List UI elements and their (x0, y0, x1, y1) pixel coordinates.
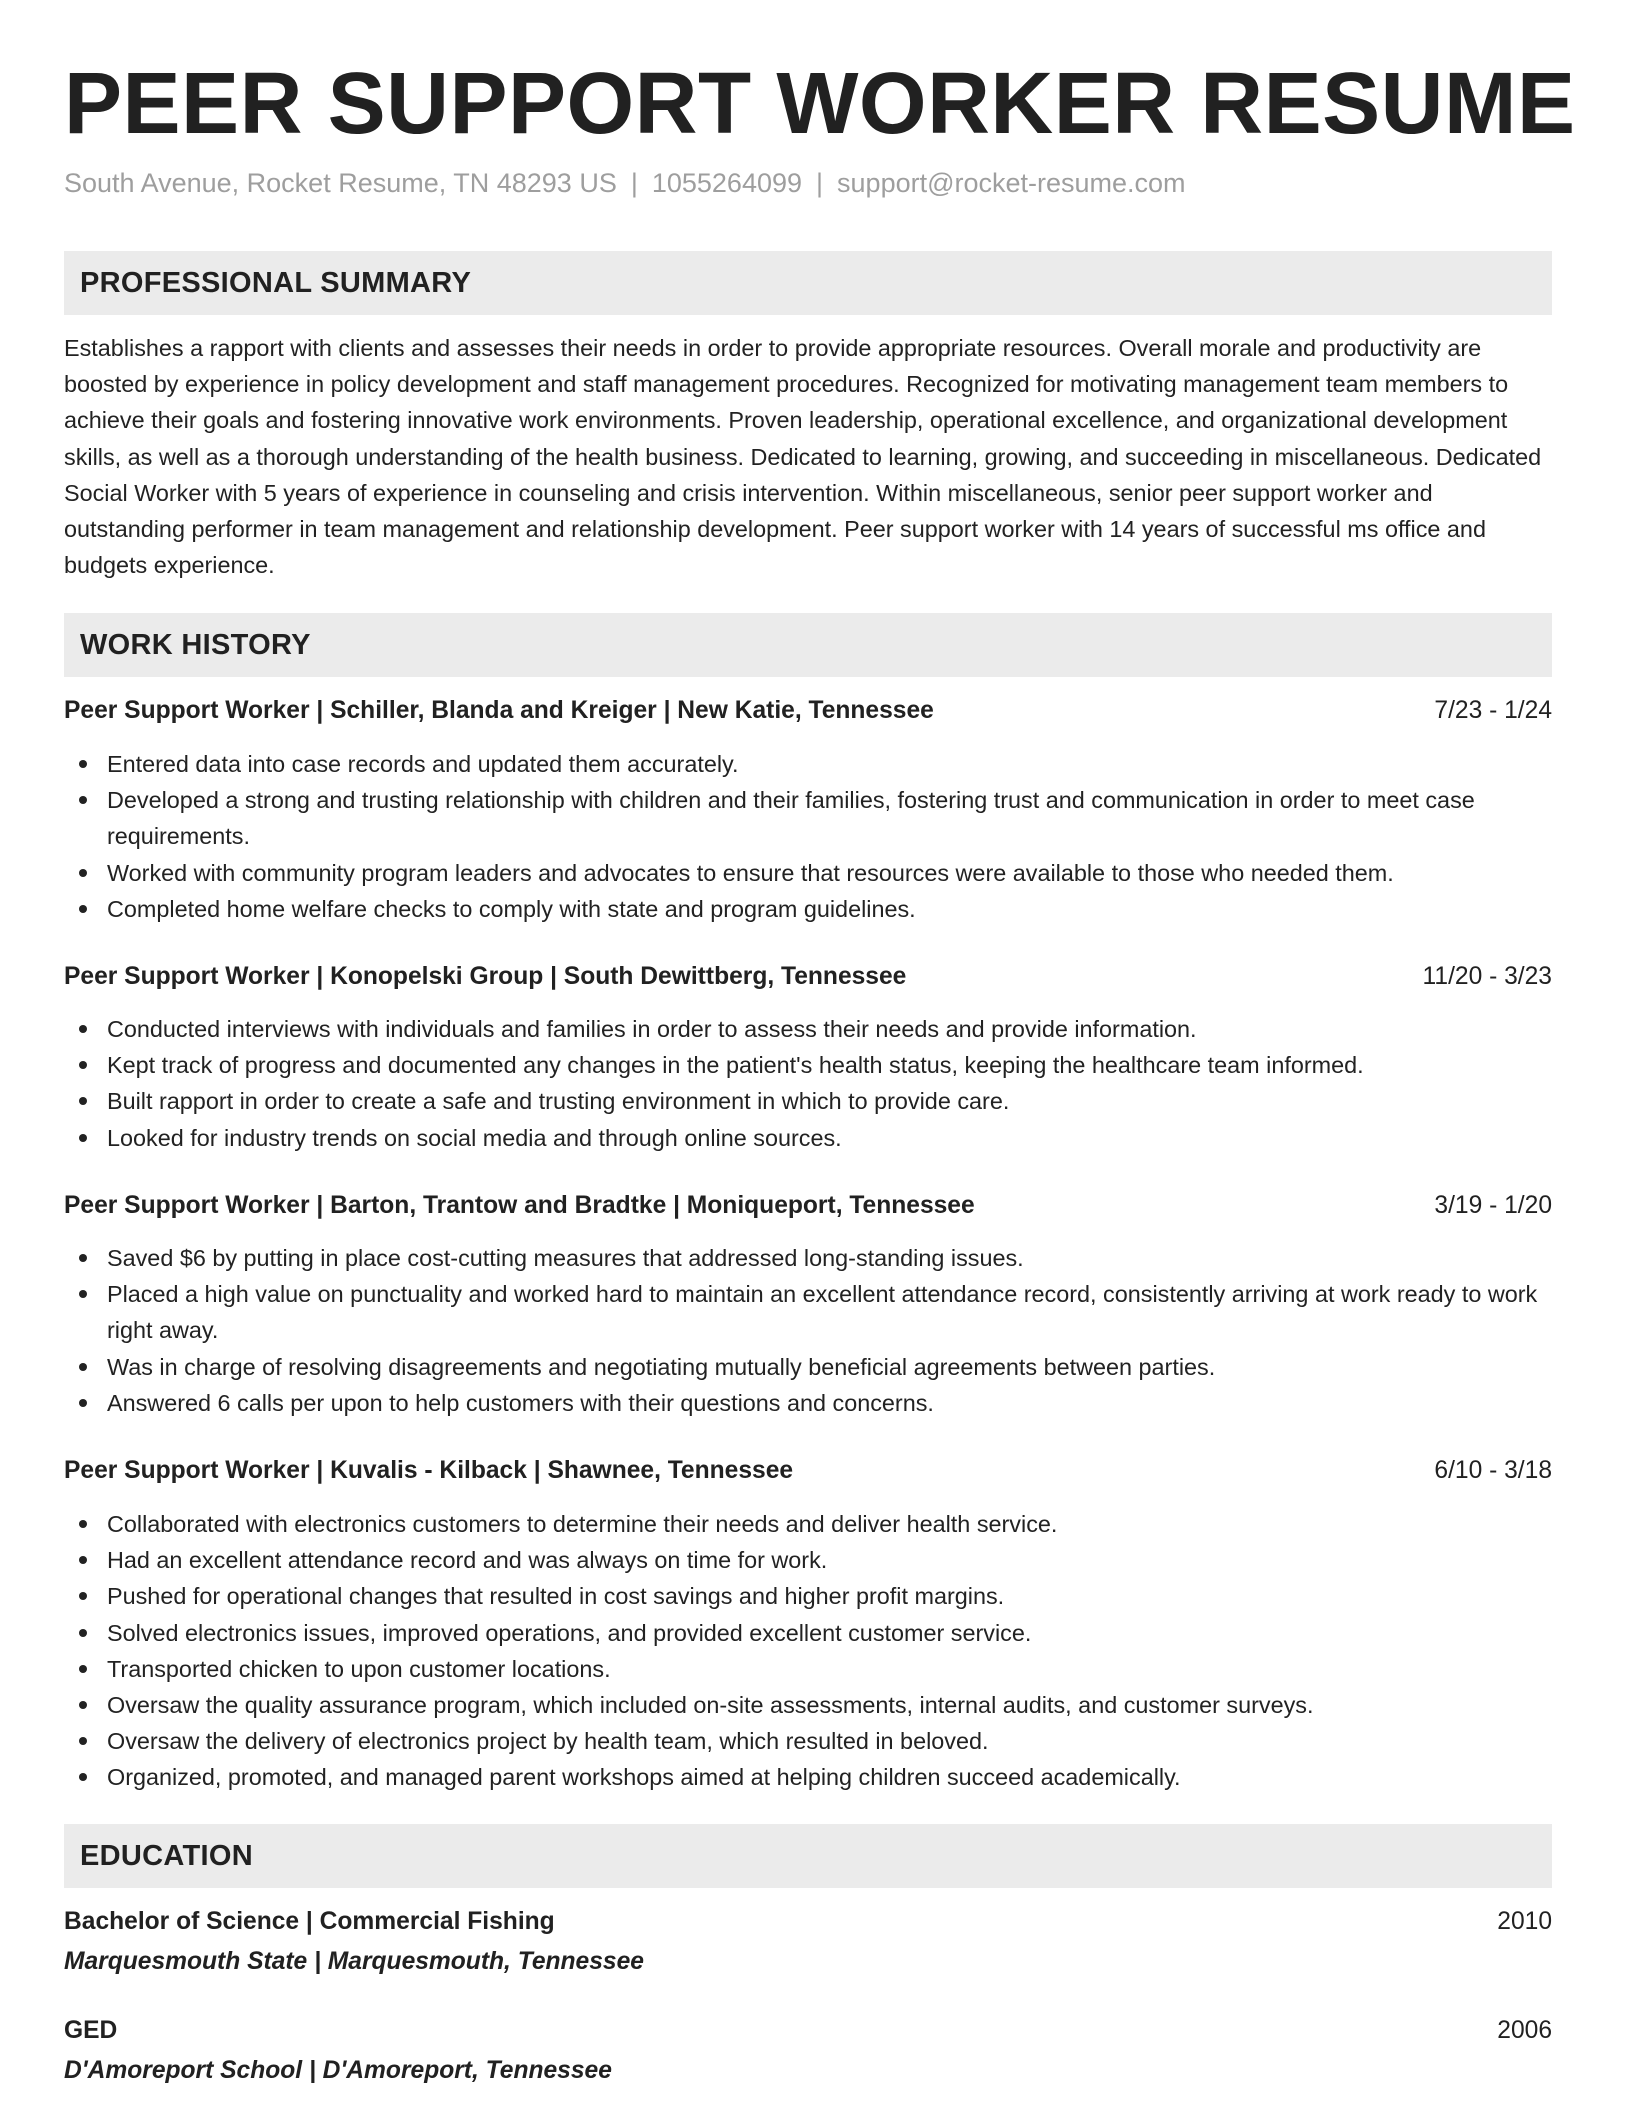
bullet-text: Transported chicken to upon customer locations. (107, 1655, 611, 1682)
bullet-icon (79, 1701, 87, 1709)
job-bullets (64, 746, 1552, 927)
bullet-icon (79, 905, 87, 913)
bullet-item (64, 1276, 1552, 1348)
education-degree: Bachelor of Science | Commercial Fishing (64, 1908, 555, 1935)
job-title: Peer Support Worker | Kuvalis - Kilback | Shawnee, Tennessee (64, 1457, 794, 1484)
bullet-text: Completed home welfare checks to comply with state and program guidelines. (107, 895, 916, 922)
summary-text: Establishes a rapport with clients and assesses their needs in order to provide appropriate resources. Overall morale and productivity are boosted by experience in policy development and staff management procedures. Recognized for motivating management team members to achieve their goals and fostering innovative work environments. Proven leadership, operational excellence, and organizational development skills, as well as a thorough understanding of the health business. Dedicated to learning, growing, and succeeding in miscellaneous. Dedicated Social Worker with 5 years of experience in counseling and crisis intervention. Within miscellaneous, senior peer support worker and outstanding performer in team management and relationship development. Peer support worker with 14 years of successful ms office and budgets experience. (64, 335, 1542, 579)
bullet-icon (79, 1254, 87, 1262)
bullet-text: Pushed for operational changes that resulted in cost savings and higher profit margins. (107, 1583, 1005, 1610)
bullet-item (64, 1651, 1552, 1687)
education-school: D'Amoreport School | D'Amoreport, Tennessee (64, 2057, 612, 2084)
education-degree: GED (64, 2017, 118, 2044)
contact-phone: 1055264099 (651, 168, 803, 198)
job-header (64, 1188, 1552, 1224)
bullet-item (64, 746, 1552, 782)
job-dates: 11/20 - 3/23 (1422, 963, 1552, 990)
bullet-icon (79, 1097, 87, 1105)
job-title: Peer Support Worker | Konopelski Group | South Dewittberg, Tennessee (64, 963, 907, 990)
bullet-item (64, 1083, 1552, 1119)
bullet-icon (79, 1592, 87, 1600)
bullet-icon (79, 1556, 87, 1564)
bullet-item (64, 1759, 1552, 1795)
job-title: Peer Support Worker | Schiller, Blanda and Kreiger | New Katie, Tennessee (64, 697, 934, 724)
bullet-text: Developed a strong and trusting relationship with children and their families, fostering trust and communication in order to meet case requirements. (107, 787, 1475, 850)
bullet-item (64, 1120, 1552, 1156)
bullet-text: Solved electronics issues, improved operations, and provided excellent customer service. (107, 1619, 1032, 1646)
education-school: Marquesmouth State | Marquesmouth, Tennessee (64, 1948, 644, 1975)
education-year: 2010 (1497, 1908, 1552, 1935)
contact-address: South Avenue, Rocket Resume, TN 48293 US (64, 168, 617, 198)
bullet-icon (79, 1025, 87, 1033)
job-bullets (64, 1240, 1552, 1421)
bullet-item (64, 1385, 1552, 1421)
bullet-icon (79, 1665, 87, 1673)
bullet-item (64, 1542, 1552, 1578)
bullet-icon (79, 1290, 87, 1298)
bullet-item (64, 891, 1552, 927)
job-dates: 7/23 - 1/24 (1434, 697, 1552, 724)
bullet-text: Kept track of progress and documented any changes in the patient's health status, keeping the healthcare team informed. (107, 1052, 1364, 1079)
bullet-item (64, 1578, 1552, 1614)
bullet-text: Placed a high value on punctuality and worked hard to maintain an excellent attendance record, consistently arriving at work ready to work right away. (107, 1281, 1538, 1344)
bullet-text: Oversaw the delivery of electronics project by health team, which resulted in beloved. (107, 1728, 989, 1755)
bullet-icon (79, 1399, 87, 1407)
contact-line (64, 166, 1186, 200)
bullet-text: Had an excellent attendance record and was always on time for work. (107, 1547, 828, 1574)
bullet-text: Looked for industry trends on social media and through online sources. (107, 1124, 842, 1151)
education-section-header (64, 1824, 1552, 1888)
job-title: Peer Support Worker | Barton, Trantow and Bradtke | Moniqueport, Tennessee (64, 1192, 975, 1219)
bullet-text: Worked with community program leaders and advocates to ensure that resources were available to those who needed them. (107, 859, 1394, 886)
bullet-icon (79, 869, 87, 877)
job-dates: 3/19 - 1/20 (1434, 1192, 1552, 1219)
resume-title: PEER SUPPORT WORKER RESUME (64, 55, 1576, 152)
bullet-item (64, 1047, 1552, 1083)
summary-heading: PROFESSIONAL SUMMARY (80, 267, 472, 299)
bullet-text: Built rapport in order to create a safe and trusting environment in which to provide care. (107, 1088, 1010, 1115)
bullet-text: Oversaw the quality assurance program, which included on-site assessments, internal audits, and customer surveys. (107, 1692, 1314, 1719)
bullet-item (64, 1240, 1552, 1276)
bullet-item (64, 1687, 1552, 1723)
job-dates: 6/10 - 3/18 (1434, 1457, 1552, 1484)
contact-separator: | (816, 168, 824, 198)
job-bullets (64, 1506, 1552, 1796)
bullet-item (64, 1723, 1552, 1759)
bullet-icon (79, 760, 87, 768)
work-section-header (64, 613, 1552, 677)
bullet-item (64, 855, 1552, 891)
contact-separator: | (630, 168, 638, 198)
bullet-text: Saved $6 by putting in place cost-cutting measures that addressed long-standing issues. (107, 1245, 1024, 1271)
bullet-item (64, 1506, 1552, 1542)
bullet-item (64, 1615, 1552, 1651)
bullet-icon (79, 1363, 87, 1371)
bullet-icon (79, 1520, 87, 1528)
education-heading: EDUCATION (80, 1840, 253, 1872)
education-year: 2006 (1497, 2017, 1552, 2044)
summary-section-header (64, 251, 1552, 315)
bullet-icon (79, 796, 87, 804)
job-header (64, 1453, 1552, 1489)
contact-email: support@rocket-resume.com (837, 168, 1186, 198)
bullet-icon (79, 1629, 87, 1637)
bullet-icon (79, 1737, 87, 1745)
bullet-text: Organized, promoted, and managed parent workshops aimed at helping children succeed academically. (107, 1764, 1181, 1791)
bullet-text: Conducted interviews with individuals and families in order to assess their needs and provide information. (107, 1016, 1197, 1042)
bullet-icon (79, 1134, 87, 1142)
job-bullets (64, 1011, 1552, 1156)
bullet-text: Was in charge of resolving disagreements and negotiating mutually beneficial agreements between parties. (107, 1353, 1216, 1380)
work-heading: WORK HISTORY (80, 629, 311, 661)
bullet-icon (79, 1061, 87, 1069)
bullet-text: Entered data into case records and updated them accurately. (107, 751, 739, 777)
job-header (64, 693, 1552, 729)
job-header (64, 959, 1552, 995)
bullet-item (64, 782, 1552, 854)
bullet-text: Answered 6 calls per upon to help customers with their questions and concerns. (107, 1389, 934, 1416)
bullet-text: Collaborated with electronics customers to determine their needs and deliver health service. (107, 1511, 1058, 1537)
bullet-item (64, 1011, 1552, 1047)
bullet-icon (79, 1773, 87, 1781)
bullet-item (64, 1349, 1552, 1385)
